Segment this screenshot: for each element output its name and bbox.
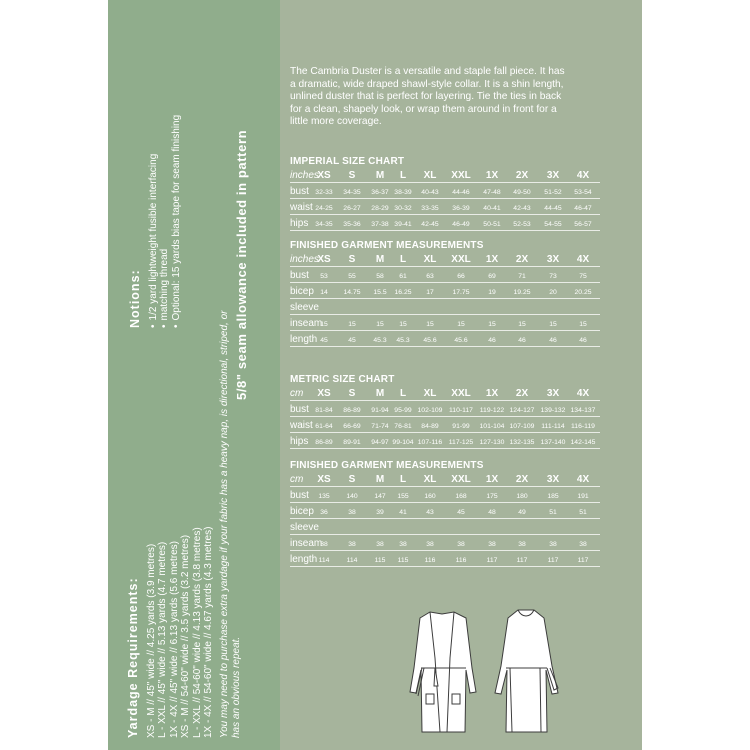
notion-item: • Optional: 15 yards bias tape for seam finishing xyxy=(171,0,182,328)
size-header: XS xyxy=(317,388,331,399)
table-cell: 14 xyxy=(320,289,328,296)
table-cell: 54-55 xyxy=(544,221,562,228)
table-cell: 155 xyxy=(397,493,409,500)
table-rule xyxy=(290,346,600,347)
table-rule xyxy=(290,432,600,433)
table-cell: 56-57 xyxy=(574,221,592,228)
table-cell: 53 xyxy=(320,273,328,280)
table-cell: 38 xyxy=(457,541,465,548)
table-cell: 84-89 xyxy=(421,423,439,430)
row-label-bicep: bicep xyxy=(290,506,314,517)
size-header: M xyxy=(375,388,385,399)
table-cell: 117 xyxy=(547,557,559,564)
table-cell: 38-39 xyxy=(394,189,412,196)
size-header: 1X xyxy=(485,254,499,265)
table-cell: 95-99 xyxy=(394,407,412,414)
table-cell: 53-54 xyxy=(574,189,592,196)
size-header: 2X xyxy=(515,388,529,399)
table-cell: 86-89 xyxy=(315,439,333,446)
table-cell: 38 xyxy=(348,541,356,548)
table-cell: 73 xyxy=(549,273,557,280)
size-header: 2X xyxy=(515,254,529,265)
table-cell: 139-132 xyxy=(540,407,566,414)
table-cell: 45.6 xyxy=(423,337,437,344)
table-cell: 45 xyxy=(348,337,356,344)
table-cell: 46-49 xyxy=(452,221,470,228)
table-cell: 58 xyxy=(376,273,384,280)
table-rule xyxy=(290,400,600,401)
table-cell: 61 xyxy=(399,273,407,280)
table-cell: 114 xyxy=(318,557,330,564)
table-cell: 16.25 xyxy=(394,289,412,296)
duster-back-icon xyxy=(495,610,558,732)
table-rule xyxy=(290,230,600,231)
table-cell: 15 xyxy=(320,321,328,328)
table-cell: 45.3 xyxy=(373,337,387,344)
table-cell: 71 xyxy=(518,273,526,280)
table-cell: 17.75 xyxy=(452,289,470,296)
table-rule xyxy=(290,448,600,449)
table-cell: 45 xyxy=(457,509,465,516)
table-cell: 15 xyxy=(376,321,384,328)
size-header: 4X xyxy=(576,170,590,181)
yardage-line: L - XXL // 54-60" wide // 4.13 yards (3.8 metres) xyxy=(191,527,203,738)
table-cell: 111-114 xyxy=(541,423,565,430)
table-title: FINISHED GARMENT MEASUREMENTS xyxy=(290,240,484,251)
table-cell: 81-84 xyxy=(315,407,333,414)
size-header: 4X xyxy=(576,474,590,485)
size-header: 3X xyxy=(546,170,560,181)
table-cell: 42-45 xyxy=(421,221,439,228)
table-cell: 71-74 xyxy=(371,423,389,430)
table-cell: 117 xyxy=(486,557,498,564)
size-header: S xyxy=(348,388,356,399)
table-rule xyxy=(290,518,600,519)
table-cell: 47-48 xyxy=(483,189,501,196)
table-cell: 20 xyxy=(549,289,557,296)
size-header: XL xyxy=(423,254,437,265)
table-rule xyxy=(290,314,600,315)
row-label-inseam: inseam xyxy=(290,538,323,549)
table-cell: 51-52 xyxy=(544,189,562,196)
table-cell: 35-36 xyxy=(343,221,361,228)
table-cell: 38 xyxy=(399,541,407,548)
table-rule xyxy=(290,330,600,331)
table-cell: 52-53 xyxy=(513,221,531,228)
unit-label: inches xyxy=(290,170,319,181)
table-cell: 147 xyxy=(374,493,386,500)
row-label-sleeve: sleeve xyxy=(290,522,319,533)
table-cell: 116-119 xyxy=(571,423,595,430)
notion-item: • 1/2 yard lightweight fusible interfacing xyxy=(148,0,159,328)
size-header: M xyxy=(375,474,385,485)
notion-item: • matching thread xyxy=(159,0,170,328)
table-cell: 38 xyxy=(549,541,557,548)
size-header: L xyxy=(399,388,407,399)
table-cell: 191 xyxy=(577,493,589,500)
size-header: XS xyxy=(317,474,331,485)
table-cell: 107-116 xyxy=(417,439,443,446)
table-cell: 46 xyxy=(518,337,526,344)
size-header: S xyxy=(348,474,356,485)
table-cell: 119-122 xyxy=(479,407,505,414)
size-header: L xyxy=(399,170,407,181)
yardage-line: 1X - 4X // 45" wide // 6.13 yards (5.6 metres) xyxy=(168,541,180,738)
size-header: XXL xyxy=(451,474,471,485)
size-header: L xyxy=(399,474,407,485)
size-header: L xyxy=(399,254,407,265)
row-label-bust: bust xyxy=(290,186,309,197)
unit-label: cm xyxy=(290,474,304,485)
size-header: 1X xyxy=(485,474,499,485)
table-cell: 51 xyxy=(549,509,557,516)
garment-illustrations xyxy=(400,608,600,733)
table-cell: 15 xyxy=(399,321,407,328)
table-cell: 75 xyxy=(579,273,587,280)
table-cell: 36-39 xyxy=(452,205,470,212)
table-cell: 180 xyxy=(516,493,528,500)
yardage-section xyxy=(126,278,243,738)
table-cell: 115 xyxy=(397,557,409,564)
table-cell: 137-140 xyxy=(540,439,566,446)
table-rule xyxy=(290,182,600,183)
table-cell: 55 xyxy=(348,273,356,280)
table-cell: 114 xyxy=(346,557,358,564)
table-cell: 132-135 xyxy=(509,439,535,446)
table-cell: 30-32 xyxy=(394,205,412,212)
size-header: 1X xyxy=(485,170,499,181)
table-cell: 91-99 xyxy=(452,423,470,430)
yardage-note: You may need to purchase extra yardage if your fabric has a heavy nap, is directional, striped, or has an obvious repeat. xyxy=(219,310,243,738)
table-cell: 66-69 xyxy=(343,423,361,430)
table-cell: 32-33 xyxy=(315,189,333,196)
table-cell: 24-25 xyxy=(315,205,333,212)
table-rule xyxy=(290,266,600,267)
table-cell: 42-43 xyxy=(513,205,531,212)
table-cell: 26-27 xyxy=(343,205,361,212)
table-cell: 46 xyxy=(549,337,557,344)
yardage-list xyxy=(146,278,214,738)
row-label-waist: waist xyxy=(290,420,313,431)
table-rule xyxy=(290,566,600,567)
table-cell: 49 xyxy=(518,509,526,516)
size-header: S xyxy=(348,254,356,265)
row-label-length: length xyxy=(290,334,318,345)
unit-label: cm xyxy=(290,388,304,399)
table-cell: 38 xyxy=(376,541,384,548)
table-cell: 99-104 xyxy=(392,439,414,446)
row-label-bust: bust xyxy=(290,270,309,281)
table-cell: 40-43 xyxy=(421,189,439,196)
table-cell: 51 xyxy=(579,509,587,516)
table-rule xyxy=(290,486,600,487)
size-header: 3X xyxy=(546,388,560,399)
row-label-bust: bust xyxy=(290,490,309,501)
row-label-hips: hips xyxy=(290,436,309,447)
table-cell: 20.25 xyxy=(574,289,592,296)
table-rule xyxy=(290,198,600,199)
unit-label: inches xyxy=(290,254,319,265)
row-label-inseam: inseam xyxy=(290,318,323,329)
table-cell: 33-35 xyxy=(421,205,439,212)
row-label-bicep: bicep xyxy=(290,286,314,297)
table-cell: 89-91 xyxy=(343,439,361,446)
table-cell: 116 xyxy=(455,557,467,564)
table-cell: 46 xyxy=(579,337,587,344)
table-cell: 15 xyxy=(488,321,496,328)
table-cell: 39 xyxy=(376,509,384,516)
table-cell: 116 xyxy=(424,557,436,564)
table-cell: 175 xyxy=(486,493,498,500)
table-cell: 14.75 xyxy=(343,289,361,296)
table-cell: 117 xyxy=(516,557,528,564)
table-cell: 160 xyxy=(424,493,436,500)
row-label-length: length xyxy=(290,554,318,565)
table-cell: 44-46 xyxy=(452,189,470,196)
table-cell: 15.5 xyxy=(373,289,387,296)
table-cell: 140 xyxy=(346,493,358,500)
size-header: XL xyxy=(423,474,437,485)
table-cell: 168 xyxy=(455,493,467,500)
pattern-description: The Cambria Duster is a versatile and staple fall piece. It has a dramatic, wide draped shawl-style collar. It is a shin length, unlined duster that is perfect for layering. Tie the ties in back for a clean, shapely look, or wrap them around in front for a little more coverage. xyxy=(290,66,565,128)
table-title: IMPERIAL SIZE CHART xyxy=(290,156,405,167)
requirements-panel xyxy=(108,0,280,750)
table-cell: 50-51 xyxy=(483,221,501,228)
table-cell: 38 xyxy=(348,509,356,516)
table-cell: 38 xyxy=(518,541,526,548)
table-cell: 15 xyxy=(457,321,465,328)
table-cell: 135 xyxy=(318,493,330,500)
yardage-line: XS - M // 54-60" wide // 3.5 yards (3.2 metres) xyxy=(180,534,192,738)
table-cell: 43 xyxy=(426,509,434,516)
table-cell: 34-35 xyxy=(343,189,361,196)
size-header: 4X xyxy=(576,388,590,399)
table-cell: 40-41 xyxy=(483,205,501,212)
table-cell: 45.6 xyxy=(454,337,468,344)
size-header: S xyxy=(348,170,356,181)
table-cell: 110-117 xyxy=(449,407,473,414)
table-cell: 17 xyxy=(426,289,434,296)
size-header: XXL xyxy=(451,254,471,265)
size-header: XXL xyxy=(451,170,471,181)
table-cell: 86-89 xyxy=(343,407,361,414)
table-rule xyxy=(290,282,600,283)
size-header: XXL xyxy=(451,388,471,399)
table-cell: 41 xyxy=(399,509,407,516)
table-cell: 46 xyxy=(488,337,496,344)
table-cell: 46-47 xyxy=(574,205,592,212)
table-title: FINISHED GARMENT MEASUREMENTS xyxy=(290,460,484,471)
size-header: M xyxy=(375,170,385,181)
table-cell: 91-94 xyxy=(371,407,389,414)
table-cell: 124-127 xyxy=(509,407,535,414)
seam-allowance-note: 5/8" seam allowance included in pattern xyxy=(234,129,249,400)
table-cell: 45.3 xyxy=(396,337,410,344)
yardage-title: Yardage Requirements: xyxy=(126,577,140,738)
table-cell: 19.25 xyxy=(513,289,531,296)
table-cell: 185 xyxy=(547,493,559,500)
table-cell: 36 xyxy=(320,509,328,516)
table-cell: 63 xyxy=(426,273,434,280)
table-cell: 39-41 xyxy=(394,221,412,228)
table-cell: 15 xyxy=(426,321,434,328)
table-title: METRIC SIZE CHART xyxy=(290,374,395,385)
table-cell: 107-109 xyxy=(509,423,535,430)
table-cell: 38 xyxy=(579,541,587,548)
yardage-line: L - XXL // 45" wide // 5.13 yards (4.7 metres) xyxy=(157,541,169,738)
table-cell: 15 xyxy=(549,321,557,328)
table-cell: 36-37 xyxy=(371,189,389,196)
table-cell: 38 xyxy=(488,541,496,548)
table-cell: 66 xyxy=(457,273,465,280)
size-header: 3X xyxy=(546,474,560,485)
yardage-line: 1X - 4X // 54-60" wide // 4.67 yards (4.3 metres) xyxy=(203,526,215,738)
table-cell: 28-29 xyxy=(371,205,389,212)
table-cell: 76-81 xyxy=(394,423,412,430)
table-cell: 127-130 xyxy=(479,439,505,446)
table-cell: 117 xyxy=(577,557,589,564)
table-cell: 15 xyxy=(518,321,526,328)
size-header: XL xyxy=(423,170,437,181)
table-cell: 134-137 xyxy=(570,407,596,414)
table-cell: 15 xyxy=(348,321,356,328)
table-rule xyxy=(290,550,600,551)
table-cell: 69 xyxy=(488,273,496,280)
table-cell: 44-45 xyxy=(544,205,562,212)
row-label-waist: waist xyxy=(290,202,313,213)
table-cell: 115 xyxy=(374,557,386,564)
rotated-requirements xyxy=(108,0,280,750)
table-cell: 61-64 xyxy=(315,423,333,430)
table-cell: 48 xyxy=(488,509,496,516)
size-header: 3X xyxy=(546,254,560,265)
row-label-hips: hips xyxy=(290,218,309,229)
table-cell: 142-145 xyxy=(570,439,596,446)
pattern-card xyxy=(108,0,642,750)
table-cell: 49-50 xyxy=(513,189,531,196)
size-header: 4X xyxy=(576,254,590,265)
table-cell: 37-38 xyxy=(371,221,389,228)
notions-section xyxy=(128,0,182,328)
size-header: 2X xyxy=(515,474,529,485)
main-panel xyxy=(280,0,642,750)
table-cell: 38 xyxy=(426,541,434,548)
row-label-bust: bust xyxy=(290,404,309,415)
table-cell: 102-109 xyxy=(417,407,443,414)
size-header: XS xyxy=(317,254,331,265)
table-cell: 94-97 xyxy=(371,439,389,446)
table-cell: 38 xyxy=(320,541,328,548)
table-rule xyxy=(290,502,600,503)
row-label-sleeve: sleeve xyxy=(290,302,319,313)
table-cell: 101-104 xyxy=(479,423,505,430)
notions-title: Notions: xyxy=(128,269,142,328)
size-header: M xyxy=(375,254,385,265)
table-rule xyxy=(290,298,600,299)
table-rule xyxy=(290,214,600,215)
duster-front-open-icon xyxy=(410,612,476,732)
size-header: XS xyxy=(317,170,331,181)
size-header: XL xyxy=(423,388,437,399)
table-cell: 19 xyxy=(488,289,496,296)
yardage-line: XS - M // 45" wide // 4.25 yards (3.9 metres) xyxy=(146,543,157,738)
table-cell: 34-35 xyxy=(315,221,333,228)
table-rule xyxy=(290,416,600,417)
size-header: 2X xyxy=(515,170,529,181)
table-cell: 45 xyxy=(320,337,328,344)
table-cell: 117-125 xyxy=(448,439,474,446)
table-rule xyxy=(290,534,600,535)
table-cell: 15 xyxy=(579,321,587,328)
size-header: 1X xyxy=(485,388,499,399)
